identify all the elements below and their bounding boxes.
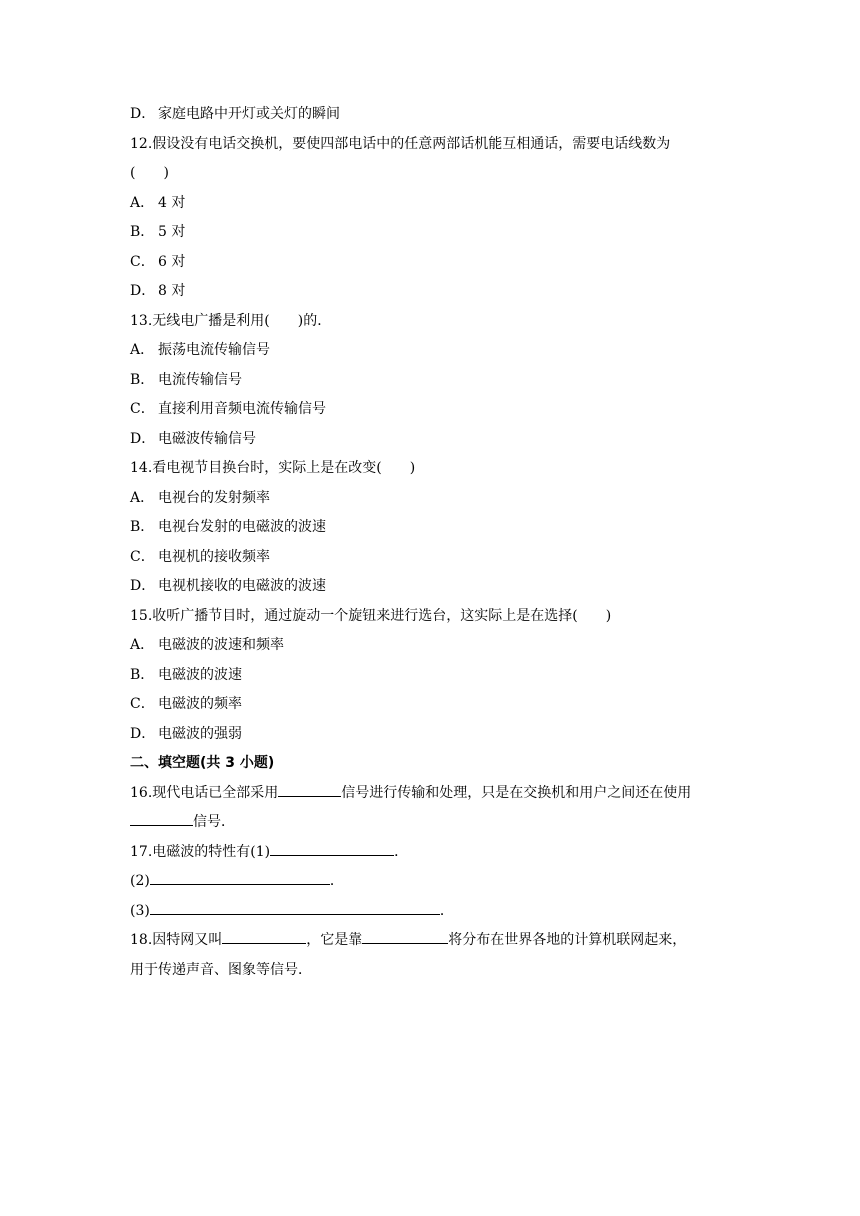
punctuation: ． — [439, 902, 454, 919]
question-stem: 13.无线电广播是利用( )的． — [130, 312, 332, 329]
q14-option-d — [130, 572, 740, 602]
question-text: 信号进行传输和处理，只是在交换机和用户之间还在使用 — [341, 784, 692, 801]
fill-blank — [150, 869, 330, 885]
fill-blank — [150, 899, 440, 915]
q15-option-a — [130, 631, 740, 661]
option-text: 电视台的发射频率 — [158, 489, 270, 506]
option-letter: D． — [130, 430, 156, 447]
option-letter: D． — [130, 283, 156, 299]
option-letter: A． — [130, 194, 155, 211]
option-text: 电磁波传输信号 — [158, 430, 256, 447]
q12-paren — [130, 159, 740, 189]
option-text: 4 对 — [158, 194, 186, 211]
option-letter: A． — [130, 342, 155, 358]
question-text: 信号． — [193, 814, 235, 830]
q14-stem — [130, 454, 740, 484]
option-letter: B． — [130, 224, 155, 240]
q15-option-b — [130, 661, 740, 691]
option-text: 电磁波的波速和频率 — [158, 637, 284, 653]
option-text: 振荡电流传输信号 — [158, 342, 270, 358]
q17-line3 — [130, 897, 740, 927]
option-text: 电磁波的强弱 — [158, 725, 242, 742]
option-text: 家庭电路中开灯或关灯的瞬间 — [158, 106, 340, 122]
question-stem: 14.看电视节目换台时，实际上是在改变( ) — [130, 460, 416, 476]
q13-option-a — [130, 336, 740, 366]
q13-stem — [130, 307, 740, 337]
option-letter: C． — [130, 696, 155, 712]
question-text: 17.电磁波的特性有(1) — [130, 843, 271, 860]
option-text: 6 对 — [158, 253, 186, 270]
option-text: 5 对 — [158, 224, 186, 240]
section-title: 二、填空题(共 3 小题) — [130, 755, 275, 771]
option-text: 直接利用音频电流传输信号 — [158, 401, 326, 417]
q15-stem — [130, 602, 740, 632]
question-text: (2) — [130, 873, 150, 889]
q13-option-c — [130, 395, 740, 425]
question-text: 18.因特网又叫 — [130, 932, 223, 948]
q13-option-d — [130, 425, 740, 455]
option-text: 电视台发射的电磁波的波速 — [158, 519, 326, 535]
question-text: ，它是靠 — [306, 932, 363, 948]
question-text: 用于传递声音、图象等信号． — [130, 961, 312, 978]
q17-line2 — [130, 867, 740, 897]
option-text: 8 对 — [158, 283, 186, 299]
option-text: 电视机的接收频率 — [158, 548, 270, 565]
option-letter: B． — [130, 371, 155, 388]
q12-option-d — [130, 277, 740, 307]
q16-line1 — [130, 779, 740, 809]
punctuation: ． — [394, 843, 409, 860]
q18-line1 — [130, 926, 740, 956]
option-text: 电视机接收的电磁波的波速 — [158, 578, 326, 594]
option-letter: D． — [130, 106, 156, 122]
option-letter: A． — [130, 637, 155, 653]
q13-option-b — [130, 366, 740, 396]
question-stem: 12.假设没有电话交换机，要使四部电话中的任意两部话机能互相通话，需要电话线数为 — [130, 135, 671, 152]
fill-blank — [222, 928, 306, 944]
fill-blank — [362, 928, 448, 944]
q15-option-d — [130, 720, 740, 750]
q17-line1 — [130, 838, 740, 868]
fill-blank — [130, 810, 193, 826]
q15-option-c — [130, 690, 740, 720]
q14-option-b — [130, 513, 740, 543]
q16-line2 — [130, 808, 740, 838]
q18-line2 — [130, 956, 740, 986]
q12-option-b — [130, 218, 740, 248]
q14-option-c — [130, 543, 740, 573]
option-letter: D． — [130, 725, 156, 742]
question-stem: 15.收听广播节目时，通过旋动一个旋钮来进行选台，这实际上是在选择( ) — [130, 607, 612, 624]
option-text: 电磁波的频率 — [158, 696, 242, 712]
q12-stem — [130, 130, 740, 160]
q11-option-d — [130, 100, 740, 130]
answer-bracket: ( ) — [130, 165, 169, 181]
q12-option-a — [130, 189, 740, 219]
option-text: 电流传输信号 — [158, 371, 242, 388]
question-text: 16.现代电话已全部采用 — [130, 784, 279, 801]
fill-blank — [278, 781, 341, 797]
option-letter: C． — [130, 401, 155, 417]
punctuation: ． — [329, 873, 344, 889]
fill-blank — [270, 840, 394, 856]
q14-option-a — [130, 484, 740, 514]
option-letter: D． — [130, 578, 156, 594]
question-text: (3) — [130, 902, 150, 919]
option-letter: A． — [130, 489, 155, 506]
q12-option-c — [130, 248, 740, 278]
question-text: 将分布在世界各地的计算机联网起来， — [448, 932, 687, 948]
option-letter: B． — [130, 519, 155, 535]
option-text: 电磁波的波速 — [158, 666, 242, 683]
option-letter: C． — [130, 253, 155, 270]
option-letter: B． — [130, 666, 155, 683]
option-letter: C． — [130, 548, 155, 565]
document-page — [130, 100, 740, 985]
